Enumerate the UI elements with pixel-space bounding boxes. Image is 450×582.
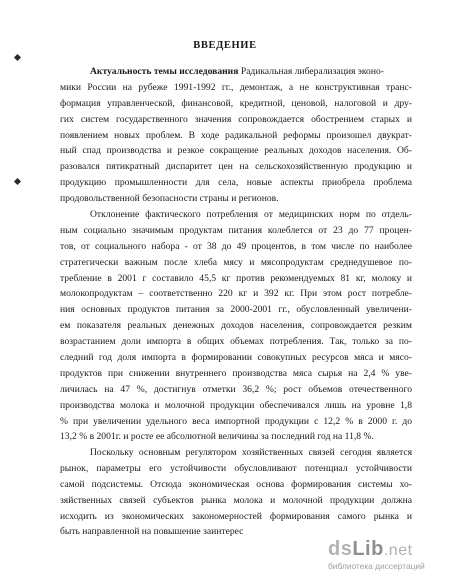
text-line: разовался пятикратный диспаритет цен на сельскохозяйственную продукцию и <box>60 161 412 173</box>
text-line: Поскольку основным регулятором хозяйственных связей сегодня является <box>90 447 412 458</box>
margin-mark-top <box>14 54 21 61</box>
watermark-logo <box>328 538 446 561</box>
text-line: требление в 2001 г составило 45,5 кг против рекомендуемых 81 кг, молоку и <box>60 272 412 284</box>
text-line: возрастанием доли импорта в общих объемах потребления. Так, только за по- <box>60 336 412 348</box>
text-line: Отклонение фактического потребления от медицинских норм по отдель- <box>90 209 412 220</box>
text-line: рынок, параметры его устойчивости обусловливают потенциал устойчивости <box>60 462 412 474</box>
paragraph-lead: Актуальность темы исследования <box>90 66 239 77</box>
paragraph-1 <box>60 64 412 207</box>
text-line: стратегически важным после хлеба мясу и мясопродуктам среднедушевое по- <box>60 256 412 268</box>
text-line: быть направленной на повышение заинтерес <box>60 526 244 538</box>
text-line: продукцию промышленности для села, новые аспекты приобрела проблема <box>60 177 412 189</box>
margin-mark-middle <box>14 178 21 185</box>
text-line: личилась на 47 %, достигнув отметки 36,2 %; рост объемов отечественного <box>60 383 412 395</box>
text-line: появлением новых проблем. В ходе радикальной реформы произошел двукрат- <box>60 129 412 141</box>
text-line: ный спад производства и резкое сокращение реальных доходов населения. Об- <box>60 145 412 157</box>
text-line: % при увеличении удельного веса импортной продукции с 12,2 % в 2000 г. до <box>60 415 412 427</box>
page-title: ВВЕДЕНИЕ <box>193 40 257 51</box>
text-line: продовольственной безопасности страны и регионов. <box>60 193 279 205</box>
text-line: ния основных продуктов питания за 2000-2001 гг., обусловленный увеличени- <box>60 304 412 316</box>
text-line: производства молока и молочной продукции обеспечивался лишь на уровне 1,8 <box>60 399 412 411</box>
text-line: зяйственных связей субъектов рынка молока и молочной продукции должна <box>60 494 412 506</box>
logo-part: .net <box>383 542 413 559</box>
text-line: формация управленческой, финансовой, кредитной, ценовой, налоговой и дру- <box>60 97 412 109</box>
text-line: мики России на рубеже 1991-1992 гг., демонтаж, а не конструктивная транс- <box>60 81 412 93</box>
logo-part: ds <box>328 538 353 560</box>
text-line: продуктов при снижении внутреннего производства мяса сырья на 2,4 % уве- <box>60 367 412 379</box>
text-line: гих систем государственного значения сопровождается обострением старых и <box>60 113 412 125</box>
site-watermark <box>328 536 446 576</box>
text-line: ным социально значимым продуктам питания колеблется от 23 до 77 процен- <box>60 224 412 236</box>
text-line: следний год доля импорта в формировании совокупных ресурсов мяса и мясо- <box>60 352 412 364</box>
text-line <box>60 64 412 80</box>
text-line: молокопродуктам – соответственно 220 кг и 392 кг. При этом рост потребле- <box>60 288 412 300</box>
paragraph-3 <box>60 445 412 540</box>
text-line: исходить из экономических закономерностей формирования самого рынка и <box>60 510 412 522</box>
text-line: тов, от социального набора - от 38 до 49 процентов, в том числе по наиболее <box>60 240 412 252</box>
logo-part: Lib <box>352 538 384 560</box>
text-line: самой подсистемы. Отсюда экономическая основа формирования системы хо- <box>60 478 412 490</box>
text-line: ем показателя реальных денежных доходов населения, сопровождается резким <box>60 320 412 332</box>
watermark-subtitle: библиотека диссертаций <box>328 561 425 571</box>
text-line: 13,2 % в 2001г. и росте ее абсолютной величины за последний год на 11,8 %. <box>60 431 374 443</box>
text-run: Радикальная либерализация эконо- <box>240 66 384 77</box>
paragraph-2 <box>60 207 412 445</box>
